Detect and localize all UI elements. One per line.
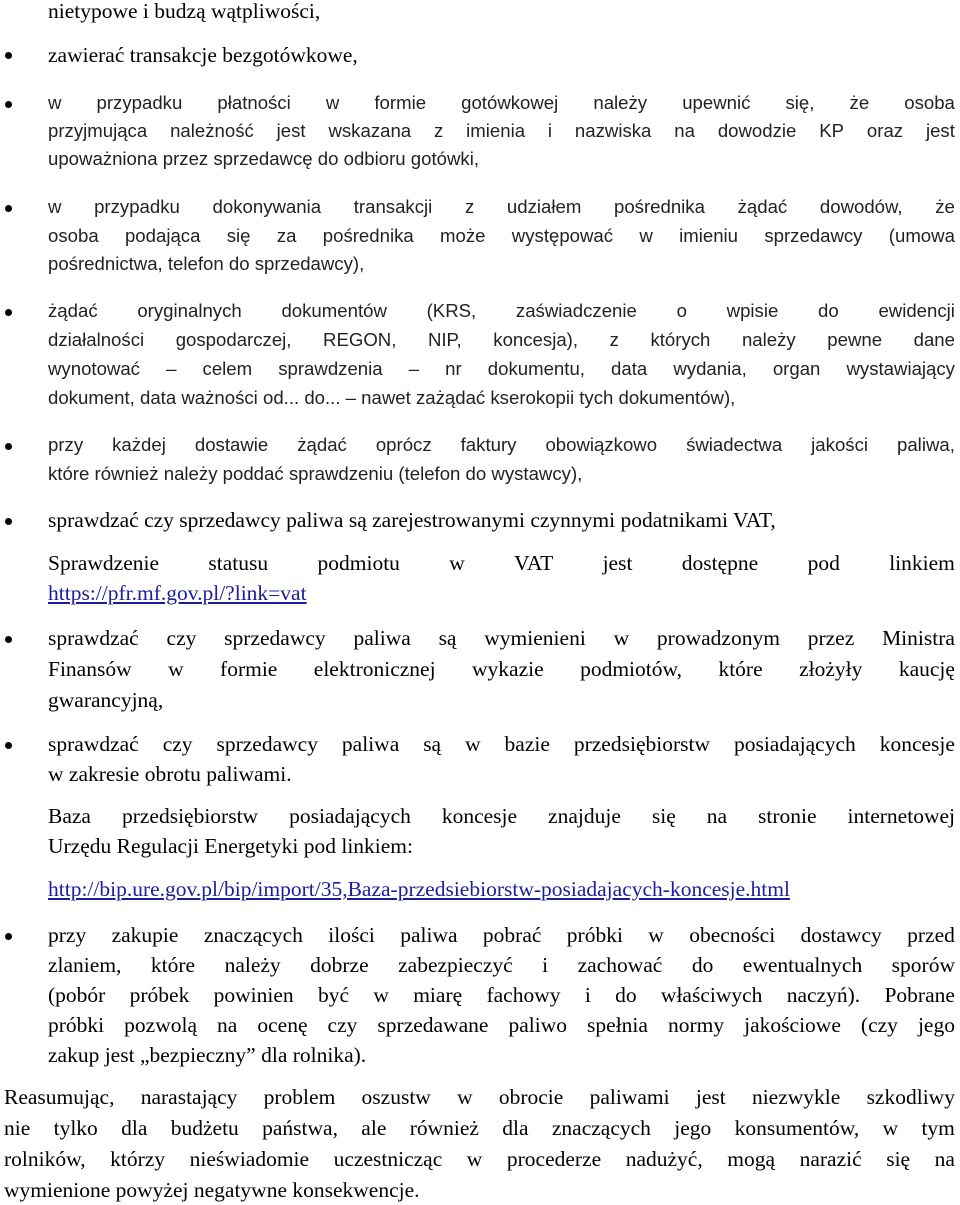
word: pod xyxy=(807,551,840,575)
word: jest xyxy=(925,120,955,141)
word: za xyxy=(276,225,297,246)
word: pobrać xyxy=(482,923,542,947)
word: sprawdzenia xyxy=(278,358,383,379)
word: Sprawdzenie xyxy=(48,551,160,575)
word: koncesje xyxy=(441,804,518,828)
word: w xyxy=(373,983,389,1007)
word: jego xyxy=(917,1013,955,1037)
word: sprawdzać xyxy=(48,732,139,756)
word: dowodzie xyxy=(717,120,797,141)
word: nr xyxy=(445,358,462,379)
word: paliwa, xyxy=(897,434,955,455)
summary-line-2 xyxy=(4,1113,955,1143)
word: dobrze xyxy=(310,953,369,977)
word: ale xyxy=(361,1116,387,1140)
word: (czy xyxy=(860,1013,898,1037)
word: dla xyxy=(121,1116,148,1140)
bullet-icon xyxy=(5,205,12,212)
word: sprzedawane xyxy=(377,1013,489,1037)
word: do xyxy=(818,300,839,321)
bullet-icon xyxy=(5,933,12,940)
word: problem xyxy=(263,1085,336,1109)
word: transakcji xyxy=(353,196,433,217)
word: statusu xyxy=(208,551,269,575)
word: faktury xyxy=(460,434,517,455)
word: należy xyxy=(224,953,281,977)
word: kaucję xyxy=(898,657,955,681)
word: NIP, xyxy=(427,329,462,350)
word: bazie xyxy=(504,732,550,756)
word: pewne xyxy=(827,329,883,350)
word: normy xyxy=(667,1013,725,1037)
word: i xyxy=(584,983,591,1007)
word: Reasumując, xyxy=(4,1085,115,1109)
word: posiadających xyxy=(733,732,856,756)
word: o xyxy=(676,300,687,321)
word: że xyxy=(935,196,955,217)
word: sprzedawcy xyxy=(224,626,326,650)
word: świadectwa xyxy=(686,434,783,455)
list-item-5-line-1 xyxy=(48,430,955,460)
summary-line-3 xyxy=(4,1144,955,1174)
word: internetowej xyxy=(847,804,955,828)
bullet-icon xyxy=(5,443,12,450)
word: czy xyxy=(327,1013,358,1037)
word: – xyxy=(166,358,177,379)
word: należność xyxy=(170,120,254,141)
word: sprzedawcy xyxy=(764,225,863,246)
word: w xyxy=(48,196,62,217)
word: się xyxy=(226,225,251,246)
word: próbek xyxy=(129,983,190,1007)
word: oprócz xyxy=(375,434,432,455)
word: w xyxy=(325,92,340,113)
word: paliwa xyxy=(341,732,400,756)
word: z xyxy=(434,120,444,141)
vat-status-paragraph xyxy=(48,548,955,578)
word: należy xyxy=(741,329,796,350)
list-item-1: zawierać transakcje bezgotówkowe, xyxy=(48,43,358,67)
word: formie xyxy=(374,92,427,113)
word: które xyxy=(150,953,196,977)
word: czy xyxy=(162,732,193,756)
word: się xyxy=(651,804,676,828)
word: jest xyxy=(602,551,633,575)
word: mogą xyxy=(727,1147,776,1171)
word: koncesja), xyxy=(493,329,579,350)
list-item-8-line-1 xyxy=(48,729,955,759)
word: działalności xyxy=(48,329,145,350)
list-item-8-line-2: w zakresie obrotu paliwami. xyxy=(48,762,292,786)
list-item-3-line-2 xyxy=(48,221,955,251)
word: paliwa xyxy=(353,626,411,650)
word: i xyxy=(547,120,553,141)
list-item-9-line-3 xyxy=(48,980,955,1010)
word: pośrednika xyxy=(322,225,414,246)
word: właściwych xyxy=(660,983,763,1007)
word: z xyxy=(464,196,475,217)
word: posiadających xyxy=(289,804,411,828)
bullet-icon xyxy=(5,636,12,643)
ure-paragraph-line-2: Urzędu Regulacji Energetyki pod linkiem: xyxy=(48,834,414,858)
list-item-2-line-1 xyxy=(48,88,955,118)
vat-status-link[interactable]: https://pfr.mf.gov.pl/?link=vat xyxy=(48,581,307,605)
list-item-6-line-1: sprawdzać czy sprzedawcy paliwa są zarejestrowanymi czynnymi podatnikami VAT, xyxy=(48,508,776,532)
word: wydania, xyxy=(673,358,747,379)
summary-line-1 xyxy=(4,1082,955,1112)
word: data xyxy=(611,358,648,379)
word: paliwa xyxy=(400,923,458,947)
word: w xyxy=(648,923,664,947)
word: wynotować xyxy=(48,358,140,379)
word: Finansów xyxy=(48,657,132,681)
word: dane xyxy=(913,329,955,350)
list-item-3-line-3: pośrednictwa, telefon do sprzedawcy), xyxy=(48,253,365,274)
word: narastający xyxy=(140,1085,238,1109)
word: procederze xyxy=(506,1147,602,1171)
word: na xyxy=(674,120,695,141)
word: Pobrane xyxy=(884,983,955,1007)
word: podająca xyxy=(124,225,201,246)
word: koncesje xyxy=(879,732,955,756)
word: gospodarczej, xyxy=(175,329,292,350)
word: nazwiska xyxy=(574,120,652,141)
word: czy xyxy=(166,626,197,650)
word: w xyxy=(168,657,184,681)
word: znajduje xyxy=(548,804,621,828)
word: elektronicznej xyxy=(313,657,436,681)
word: są xyxy=(438,626,457,650)
word: się, xyxy=(785,92,815,113)
word: oryginalnych xyxy=(137,300,242,321)
word: dostawie xyxy=(194,434,269,455)
word: Baza xyxy=(48,804,91,828)
word: w xyxy=(882,1116,899,1140)
word: żądać xyxy=(297,434,347,455)
word: sporów xyxy=(891,953,955,977)
word: obowiązkowo xyxy=(545,434,658,455)
word: osoba xyxy=(48,225,99,246)
intro-line: nietypowe i budzą wątpliwości, xyxy=(48,0,321,23)
word: gotówkowej xyxy=(461,92,559,113)
word: do xyxy=(615,983,637,1007)
word: ewentualnych xyxy=(742,953,863,977)
word: wystawiający xyxy=(846,358,955,379)
word: dokonywania xyxy=(212,196,322,217)
word: w xyxy=(639,225,653,246)
word: Ministra xyxy=(882,626,955,650)
word: przedsiębiorstw xyxy=(573,732,710,756)
word: obrocie xyxy=(498,1085,564,1109)
word: próbki xyxy=(566,923,623,947)
word: w xyxy=(465,732,481,756)
word: w xyxy=(457,1085,473,1109)
word: naczyń). xyxy=(786,983,861,1007)
word: podmiotu xyxy=(317,551,400,575)
word: każdej xyxy=(112,434,166,455)
word: znaczących xyxy=(551,1116,651,1140)
list-item-5-line-2: które również należy poddać sprawdzeniu (telefon do wystawcy), xyxy=(48,463,583,484)
word: imieniu xyxy=(679,225,739,246)
word: na xyxy=(217,1013,238,1037)
bullet-icon xyxy=(5,52,12,59)
word: pośrednika xyxy=(613,196,705,217)
word: paliwami xyxy=(589,1085,670,1109)
word: szkodliwy xyxy=(866,1085,955,1109)
word: nadużyć, xyxy=(625,1147,703,1171)
word: uczestnicząc xyxy=(333,1147,443,1171)
list-item-4-line-3 xyxy=(48,354,955,384)
word: paliwo xyxy=(508,1013,568,1037)
list-item-7-line-2 xyxy=(48,654,955,684)
word: nie xyxy=(4,1116,31,1140)
word: konsumentów, xyxy=(734,1116,860,1140)
word: oszustw xyxy=(361,1085,431,1109)
word: złożyły xyxy=(799,657,863,681)
word: ewidencji xyxy=(878,300,955,321)
list-item-2-line-2 xyxy=(48,116,955,146)
word: zlaniem, xyxy=(48,953,122,977)
word: wskazana xyxy=(328,120,412,141)
word: imienia xyxy=(466,120,526,141)
word: żądać xyxy=(737,196,788,217)
word: podmiotów, xyxy=(580,657,683,681)
word: (umowa xyxy=(888,225,955,246)
word: tylko xyxy=(53,1116,98,1140)
word: które xyxy=(718,657,763,681)
word: jest xyxy=(695,1085,726,1109)
word: że xyxy=(849,92,870,113)
word: znaczących xyxy=(203,923,303,947)
list-item-9-line-5: zakup jest „bezpieczny” dla rolnika). xyxy=(48,1043,367,1067)
word: się xyxy=(886,1147,911,1171)
word: miarę xyxy=(413,983,463,1007)
word: których xyxy=(650,329,711,350)
word: wymienieni xyxy=(484,626,586,650)
word: udziałem xyxy=(506,196,582,217)
word: spełnia xyxy=(587,1013,648,1037)
word: powinien xyxy=(213,983,294,1007)
word: przypadku xyxy=(94,196,180,217)
word: należy xyxy=(593,92,648,113)
word: rolników, xyxy=(4,1147,86,1171)
list-item-9-line-4 xyxy=(48,1010,955,1040)
word: zachować xyxy=(577,953,663,977)
word: sprawdzać xyxy=(48,626,139,650)
word: VAT xyxy=(514,551,554,575)
word: prowadzonym xyxy=(656,626,780,650)
word: dostępne xyxy=(681,551,759,575)
word: przedsiębiorstw xyxy=(121,804,259,828)
list-item-7-line-3: gwarancyjną, xyxy=(48,688,164,712)
word: i xyxy=(542,953,549,977)
list-item-4-line-4: dokument, data ważności od... do... – nawet zażądać kserokopii tych dokumentów), xyxy=(48,387,736,408)
word: wykazie xyxy=(472,657,544,681)
word: płatności xyxy=(217,92,291,113)
word: upewnić xyxy=(682,92,751,113)
word: występować xyxy=(511,225,614,246)
list-item-2-line-3: upoważniona przez sprzedawcę do odbioru gotówki, xyxy=(48,148,480,169)
word: narazić xyxy=(799,1147,862,1171)
ure-paragraph-line-1 xyxy=(48,801,955,831)
word: ocenę xyxy=(257,1013,308,1037)
word: stronie xyxy=(758,804,817,828)
word: (pobór xyxy=(48,983,106,1007)
word: przy xyxy=(48,434,84,455)
word: w xyxy=(613,626,630,650)
word: zakupie xyxy=(111,923,179,947)
list-item-4-line-2 xyxy=(48,325,955,355)
word: organ xyxy=(772,358,821,379)
word: tym xyxy=(921,1116,955,1140)
word: przy xyxy=(48,923,87,947)
word: fachowy xyxy=(486,983,561,1007)
word: którzy xyxy=(110,1147,166,1171)
word: z xyxy=(609,329,619,350)
word: jego xyxy=(674,1116,712,1140)
list-item-3-line-1 xyxy=(48,192,955,222)
word: jakości xyxy=(811,434,869,455)
word: dokumentu, xyxy=(487,358,585,379)
word: przypadku xyxy=(96,92,183,113)
summary-line-4: wymienione powyżej negatywne konsekwencje. xyxy=(4,1178,420,1202)
word: oraz xyxy=(866,120,904,141)
word: sprzedawcy xyxy=(216,732,318,756)
word: przed xyxy=(907,923,955,947)
word: państwa, xyxy=(262,1116,338,1140)
word: dostawcy xyxy=(800,923,882,947)
word: zabezpieczyć xyxy=(398,953,513,977)
word: jakościowe xyxy=(744,1013,841,1037)
word: niezwykle xyxy=(751,1085,841,1109)
word: linkiem xyxy=(889,551,955,575)
word: dowodów, xyxy=(819,196,903,217)
word: REGON, xyxy=(323,329,397,350)
word: w xyxy=(48,92,62,113)
bullet-icon xyxy=(5,518,12,525)
word: również xyxy=(409,1116,479,1140)
word: przez xyxy=(807,626,855,650)
list-item-9-line-2 xyxy=(48,950,955,980)
word: na xyxy=(706,804,728,828)
word: przyjmująca xyxy=(48,120,148,141)
word: w xyxy=(449,551,465,575)
word: (KRS, xyxy=(426,300,477,321)
bullet-icon xyxy=(5,742,12,749)
word: osoba xyxy=(904,92,955,113)
word: jest xyxy=(276,120,306,141)
ure-concessions-link[interactable]: http://bip.ure.gov.pl/bip/import/35,Baza-przedsiebiorstw-posiadajacych-koncesje.html xyxy=(48,877,790,901)
word: dla xyxy=(502,1116,529,1140)
word: w xyxy=(466,1147,483,1171)
list-item-7-line-1 xyxy=(48,623,955,653)
word: do xyxy=(691,953,714,977)
word: dokumentów xyxy=(281,300,387,321)
word: obecności xyxy=(689,923,776,947)
word: być xyxy=(318,983,350,1007)
list-item-9-line-1 xyxy=(48,920,955,950)
bullet-icon xyxy=(5,101,12,108)
bullet-icon xyxy=(5,309,12,316)
word: na xyxy=(934,1147,955,1171)
word: są xyxy=(423,732,442,756)
word: formie xyxy=(220,657,278,681)
word: zaświadczenie xyxy=(515,300,637,321)
word: może xyxy=(440,225,486,246)
word: żądać xyxy=(48,300,98,321)
word: budżetu xyxy=(170,1116,239,1140)
word: celem xyxy=(202,358,253,379)
word: ilości xyxy=(328,923,375,947)
word: wpisie xyxy=(726,300,779,321)
word: – xyxy=(408,358,420,379)
word: KP xyxy=(819,120,845,141)
word: próbki xyxy=(48,1013,105,1037)
list-item-4-line-1 xyxy=(48,296,955,326)
word: pozwolą xyxy=(124,1013,198,1037)
word: nieświadomie xyxy=(189,1147,310,1171)
